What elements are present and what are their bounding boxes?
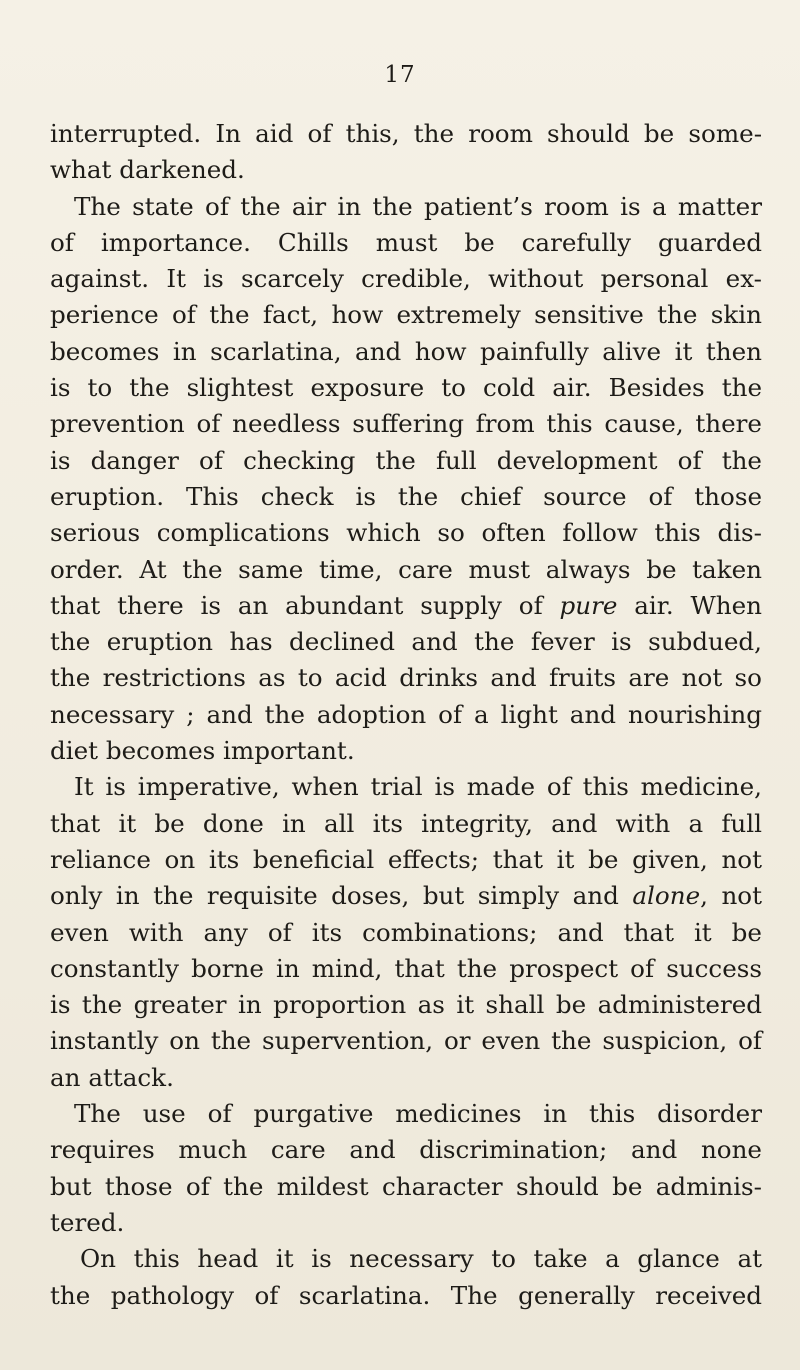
text-line: even with any of its combinations; and that it be — [50, 917, 762, 947]
body-text — [50, 116, 762, 1314]
text-line: The state of the air in the patient’s room is a matter — [74, 191, 762, 221]
text-line: On this head it is necessary to take a glance at — [80, 1244, 762, 1274]
text-line: against. It is scarcely credible, without personal ex- — [50, 264, 762, 294]
text-line: tered. — [50, 1207, 125, 1237]
text-line: that it be done in all its integrity, and with a full — [50, 808, 762, 838]
italic-word: alone — [632, 881, 701, 911]
text-line: requires much care and discrimination; and none — [50, 1135, 762, 1165]
text-line: prevention of needless suffering from this cause, there — [50, 409, 762, 439]
text-line: necessary ; and the adoption of a light and nourishing — [50, 699, 762, 729]
text-line-with-italic: only in the requisite doses, but simply and alone, not — [50, 881, 762, 911]
italic-word: pure — [559, 590, 618, 620]
text-line: perience of the fact, how extremely sensitive the skin — [50, 300, 762, 330]
text-line: The use of purgative medicines in this disorder — [74, 1099, 762, 1129]
text-line: order. At the same time, care must always be taken — [50, 554, 762, 584]
text-line: the eruption has declined and the fever is subdued, — [50, 627, 762, 657]
text-line: the pathology of scarlatina. The generally received — [50, 1280, 762, 1310]
text-line: is to the slightest exposure to cold air. Besides the — [50, 373, 762, 403]
text-line-with-italic: that there is an abundant supply of pure air. When — [50, 590, 762, 620]
text-line: eruption. This check is the chief source of those — [50, 481, 762, 511]
text-line: constantly borne in mind, that the prospect of success — [50, 953, 762, 983]
text-line: serious complications which so often follow this dis- — [50, 518, 762, 548]
text-line: the restrictions as to acid drinks and fruits are not so — [50, 663, 762, 693]
text-line: diet becomes important. — [50, 736, 355, 766]
text-line: interrupted. In aid of this, the room should be some- — [50, 119, 762, 148]
text-line: becomes in scarlatina, and how painfully alive it then — [50, 336, 762, 366]
text-line: an attack. — [50, 1062, 174, 1092]
text-line: is danger of checking the full development of the — [50, 445, 762, 475]
text-line: but those of the mildest character should be adminis- — [50, 1171, 762, 1201]
text-line: of importance. Chills must be carefully guarded — [50, 227, 762, 257]
page-number: 17 — [384, 62, 416, 88]
text-line: instantly on the supervention, or even the suspicion, of — [50, 1026, 762, 1056]
text-line: is the greater in proportion as it shall be administered — [50, 990, 762, 1020]
text-line: what darkened. — [50, 155, 245, 185]
text-line: reliance on its beneficial effects; that it be given, not — [50, 844, 762, 874]
text-line: It is imperative, when trial is made of this medicine, — [74, 772, 762, 802]
